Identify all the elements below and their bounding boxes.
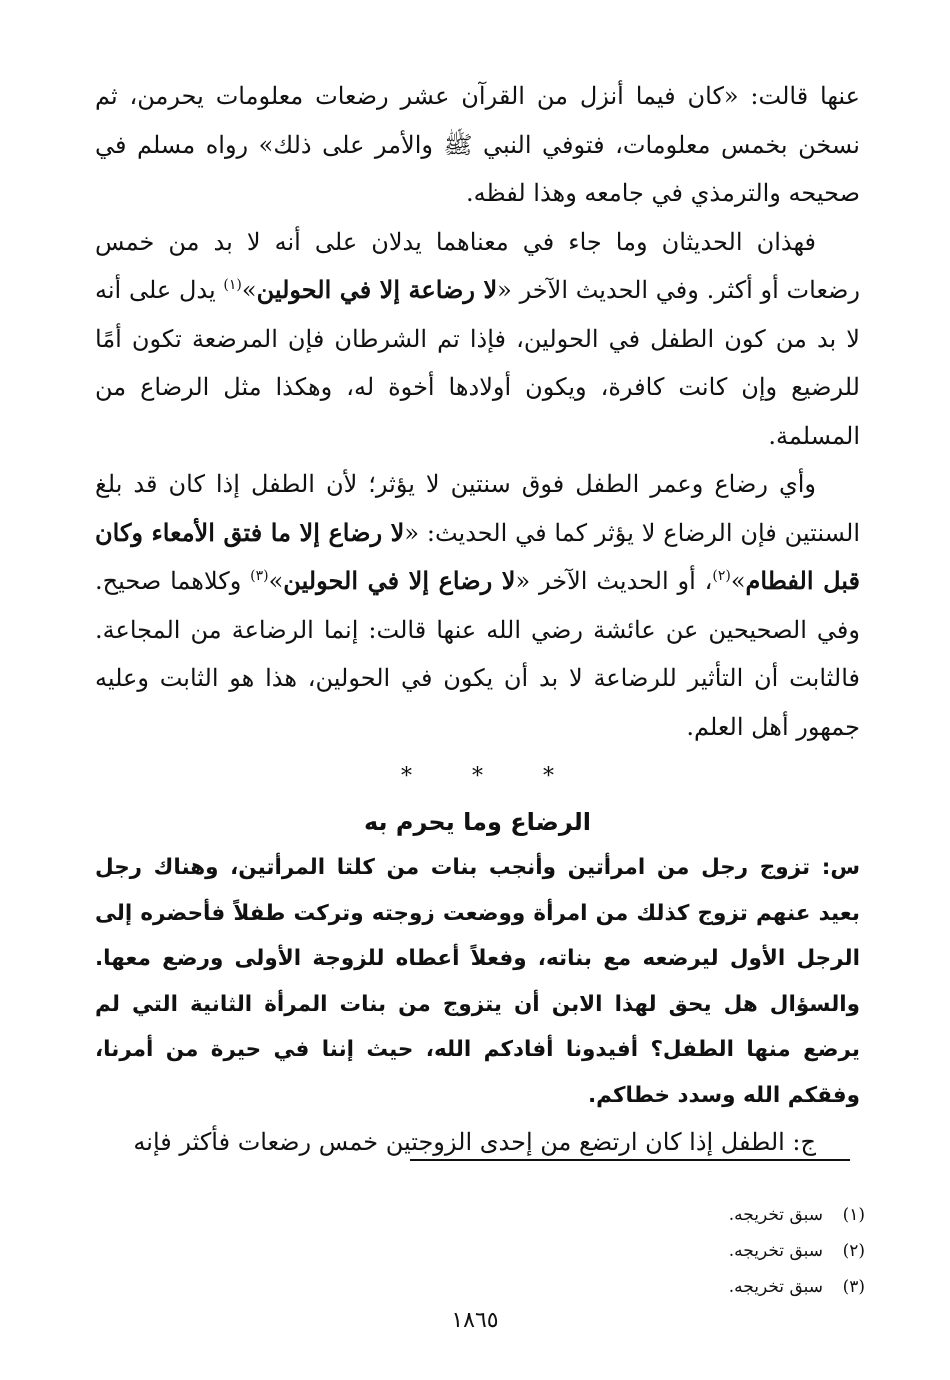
paragraph-1 (95, 72, 860, 218)
footnote-text: سبق تخريجه. (728, 1205, 823, 1225)
separator-star-icon: * (472, 764, 483, 789)
separator-star-icon: * (543, 764, 554, 789)
paragraph-1-text: عنها قالت: «كان فيما أنزل من القرآن عشر رضعات معلومات يحرمن، ثم نسخن بخمس معلومات، فتوفي النبي ﷺ والأمر على ذلك» رواه مسلم في صحيحه والترمذي في جامعه وهذا لفظه. (95, 82, 860, 207)
quote-close: » (241, 276, 257, 304)
quote-close: » (268, 567, 284, 595)
section-heading: الرضاع وما يحرم به (363, 808, 591, 836)
footnote-number: (٣) (842, 1277, 865, 1297)
footnote-number: (١) (842, 1205, 865, 1225)
page-number: ١٨٦٥ (451, 1308, 499, 1333)
question-text: س: تزوج رجل من امرأتين وأنجب بنات من كلتا المرأتين، وهناك رجل بعيد عنهم تزوج كذلك من امرأة ووضعت زوجته وتركت طفلاً فأحضره إلى الرجل الأول ليرضعه مع بناته، وفعلاً أعطاه للزوجة الأولى ورضع معها. والسؤال هل يحق لهذا الابن أن يتزوج من بنات المرأة الثانية التي لم يرضع منها الطفل؟ أفيدونا أفادكم الله، حيث إننا في حيرة من أمرنا، وفقكم الله وسدد خطاكم. (95, 855, 860, 1108)
separator-star-icon: * (401, 764, 412, 789)
paragraph-2-text-a: فهذان الحديثان وما جاء في معناهما يدلان على أنه لا بد من خمس رضعات أو أكثر. وفي الحديث الآخر « (95, 227, 860, 304)
footnote-item (560, 1269, 865, 1305)
answer-text-content: ج: الطفل إذا كان ارتضع من إحدى الزوجتين خمس رضعات فأكثر فإنه (133, 1128, 816, 1156)
paragraph-2 (95, 218, 860, 461)
footnote-ref-1[interactable]: (١) (223, 277, 242, 293)
hadith-quote-bold: لا رضاع إلا ما فتق الأمعاء وكان قبل الفطام (95, 517, 860, 595)
hadith-quote-bold: لا رضاعة إلا في الحولين (256, 275, 498, 304)
paragraph-3 (95, 460, 860, 751)
paragraph-3-text-c: وكلاهما صحيح. وفي الصحيحين عن عائشة رضي الله عنها قالت: إنما الرضاعة من المجاعة. فالثابت أن التأثير للرضاعة لا بد أن يكون في الحولين، هذا هو الثابت وعليه جمهور أهل العلم. (95, 567, 860, 741)
quote-close: » (730, 567, 746, 595)
section-separator (95, 755, 860, 799)
page-body (95, 72, 860, 1167)
paragraph-3-text-b: ، أو الحديث الآخر « (515, 567, 713, 595)
footnote-divider (410, 1159, 850, 1161)
footnote-text: سبق تخريجه. (728, 1241, 823, 1261)
footnotes (560, 1197, 865, 1305)
footnote-text: سبق تخريجه. (728, 1277, 823, 1297)
hadith-quote-bold: لا رضاع إلا في الحولين (283, 566, 516, 595)
paragraph-3-text-a: وأي رضاع وعمر الطفل فوق سنتين لا يؤثر؛ لأن الطفل إذا كان قد بلغ السنتين فإن الرضاع لا يؤثر كما في الحديث: « (95, 470, 860, 547)
footnote-item (560, 1233, 865, 1269)
footnote-ref-2[interactable]: (٢) (712, 568, 731, 584)
footnote-ref-3[interactable]: (٣) (250, 568, 269, 584)
footnote-item (560, 1197, 865, 1233)
paragraph-2-text-b: يدل على أنه لا بد من كون الطفل في الحولين، فإذا تم الشرطان فإن المرضعة تكون أمًا للرضيع وإن كانت كافرة، ويكون أولادها أخوة له، وهكذا مثل الرضاع من المسلمة. (95, 276, 860, 450)
footnote-number: (٢) (842, 1241, 865, 1261)
